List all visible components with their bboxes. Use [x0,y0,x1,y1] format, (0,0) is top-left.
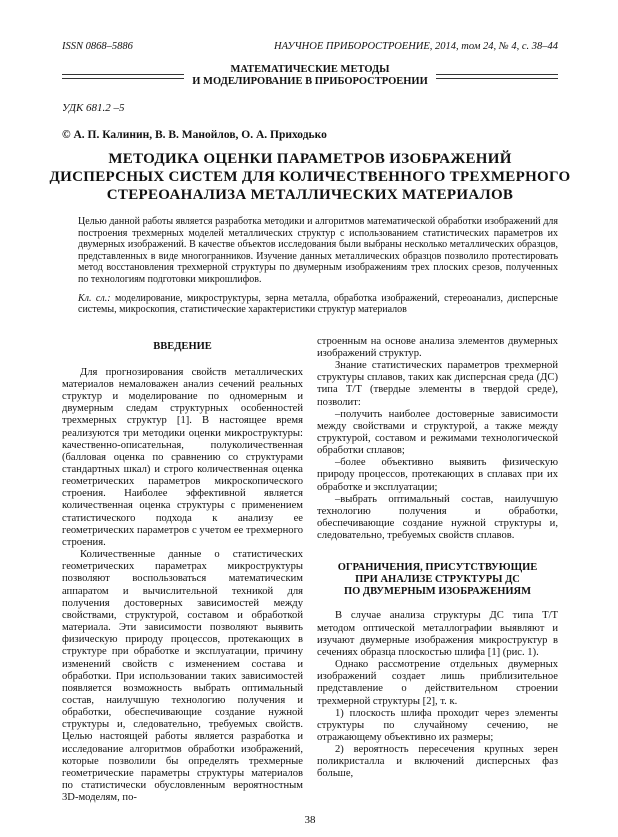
heading-line: ПРИ АНАЛИЗЕ СТРУКТУРЫ ДС [355,574,520,586]
section-rule-left [62,74,184,79]
section-heading-limitations [317,562,558,598]
page-number: 38 [304,814,316,827]
left-column [62,336,303,805]
section-line: И МОДЕЛИРОВАНИЕ В ПРИБОРОСТРОЕНИИ [192,76,428,87]
body-columns [62,336,558,805]
list-item: –более объективно выявить физическую природу процессов, протекающих в сплавах при их обработке и эксплуатации; [317,457,558,493]
heading-line: ОГРАНИЧЕНИЯ, ПРИСУТСТВУЮЩИЕ [337,562,538,574]
paragraph: строенным на основе анализа элементов двумерных изображений структур. [317,335,558,359]
udk: УДК 681.2 –5 [62,102,125,114]
section-heading-introduction: ВВЕДЕНИЕ [153,340,212,352]
list-item: 1) плоскость шлифа проходит через элементы структуры по случайному сечению, не отражающему объективно их размеры; [317,707,558,743]
list-item: 2) вероятность пересечения крупных зерен поликристалла и включений дисперсных фаз больше, [317,744,558,780]
keywords-label: Кл. сл.: [78,292,111,304]
right-column [317,336,558,805]
title-line: СТЕРЕОАНАЛИЗА МЕТАЛЛИЧЕСКИХ МАТЕРИАЛОВ [106,187,514,203]
paragraph: Однако рассмотрение отдельных двумерных изображений создает лишь приблизительное представление о действительном строении трехмерной структуры [2], т. к. [317,659,558,707]
keywords [78,293,558,316]
running-header [62,40,558,53]
paragraph: Знание статистических параметров трехмерной структуры сплавов, таких как дисперсная среда (ДС) типа Т/Т (твердые элементы в твердой среде), позволит: [317,360,558,408]
section-rule-right [436,74,558,79]
list-item: –получить наиболее достоверные зависимости между свойствами и структурой, а также между структурой, составом и режимами технологической обработки сплавов; [317,408,558,457]
paragraph: В случае анализа структуры ДС типа Т/Т методом оптической металлографии выявляют и изучают двумерные изображения микроструктур в сечениях образца плоскостью шлифа [1] (рис. 1). [317,610,558,658]
paragraph: Количественные данные о статистических геометрических параметрах микроструктуры позволяют воспользоваться математическим аппаратом и вычислительной техникой для получения достоверных зависимостей между свойствами, структурой, составом и обработкой материала. Эти зависимости позволяют выявить физическую природу процессов, протекающих в структуре при обработке и эксплуатации, причину изменений свойств с изменением состава и обработки. При использовании таких зависимостей появляется возможность выбрать оптимальный состав, наилучшую технологию получения и обработки, обеспечивающие создание нужной структуры и, следовательно, требуемых свойств. Целью настоящей работы является разработка и исследование алгоритмов обработки изображений, которые позволили бы определять трехмерные геометрические параметры структуры материалов по статистически обусловленным вероятностным 3D-моделям, по- [62,549,303,804]
keywords-text: моделирование, микроструктуры, зерна металла, обработка изображений, стереоанализ, дисперсные системы, микроскопия, статистические характеристики структур материалов [78,292,558,316]
title-line: МЕТОДИКА ОЦЕНКИ ПАРАМЕТРОВ ИЗОБРАЖЕНИЙ [108,151,512,167]
paragraph: Для прогнозирования свойств металлических материалов немаловажен анализ сечений реальных структур и моделирование по одномерным и двумерным следам структурных особенностей трехмерных структур [1]. В настоящее время реализуются три методики оценки микроструктуры: качественно-описательная, полуколичественная (балловая оценка по сравнению со структурами стандартных шкал) и строго количественная оценка геометрических параметров микроскопического строения. Наиболее эффективной является количественная оценка структуры с применением статистического подхода к анализу ее геометрических параметров с учетом ее трехмерного строения. [62,366,303,548]
article-title [32,150,588,204]
section-heading [184,64,436,88]
section-heading-row [62,64,558,88]
journal-reference: НАУЧНОЕ ПРИБОРОСТРОЕНИЕ, 2014, том 24, № 4, c. 38–44 [274,41,558,52]
abstract: Целью данной работы является разработка методики и алгоритмов математической обработки изображений для построения трехмерных моделей металлических структур с использованием статистических параметров их двумерных изображений. В качестве объектов исследования были выбраны несколько металлических образцов, представленных в виде многогранников. Изучение данных металлических образцов позволило протестировать метод восстановления трехмерной структуры по двумерным изображениям трех плоских срезов, полученных по технологиям подготовки микрошлифов. [78,216,558,285]
issn: ISSN 0868–5886 [62,41,133,52]
section-line: МАТЕМАТИЧЕСКИЕ МЕТОДЫ [230,64,390,75]
list-item: –выбрать оптимальный состав, наилучшую технологию получения и обработки, обеспечивающие создание нужной структуры и, следовательно, требуемых свойств сплавов. [317,493,558,542]
heading-line: ПО ДВУМЕРНЫМ ИЗОБРАЖЕНИЯМ [343,586,532,598]
authors: © А. П. Калинин, В. В. Манойлов, О. А. Приходько [62,129,327,141]
title-line: ДИСПЕРСНЫХ СИСТЕМ ДЛЯ КОЛИЧЕСТВЕННОГО ТРЕХМЕРНОГО [49,169,571,185]
